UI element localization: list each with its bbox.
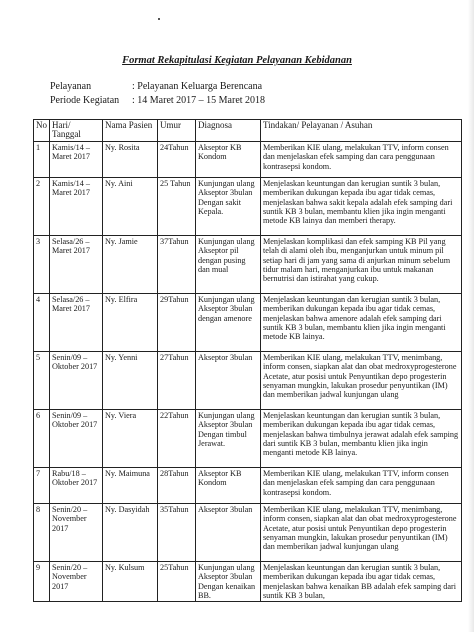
table-row: [34, 351, 462, 409]
row-action: Menjelaskan keuntungan dan kerugian suntik 3 bulan, memberikan dukungan kepada ibu agar tidak cemas, menjelaskan bahwa sakit kepala adalah efek samping dari suntik KB 3 bulan, membantu klien jika ingin menganti metode KB lainya dan memberi therapy.: [261, 177, 462, 235]
row-no: 1: [34, 141, 50, 177]
row-patient-name: Ny. Elfira: [103, 293, 158, 351]
row-age: 25 Tahun: [158, 177, 196, 235]
table-header-row: [34, 120, 462, 142]
row-age: 29Tahun: [158, 293, 196, 351]
row-diagnosis: Kunjungan ulang Akseptor 3bulan Dengan timbul Jerawat.: [196, 409, 261, 467]
table-row: [34, 503, 462, 561]
row-diagnosis: Akseptor KB Kondom: [196, 141, 261, 177]
row-no: 3: [34, 235, 50, 293]
row-action: Memberikan KIE ulang, melakukan TTV, inform consen dan menjelaskan efek samping dan cara penggunaan kontrasepsi kondom.: [261, 467, 462, 503]
header-action: Tindakan/ Pelayanan / Asuhan: [261, 120, 462, 142]
document-title: Format Rekapitulasi Kegiatan Pelayanan Kebidanan: [122, 55, 352, 66]
row-date: Senin/09 – Oktober 2017: [50, 409, 103, 467]
header-date: Hari/ Tanggal: [50, 120, 103, 142]
row-diagnosis: Kunjungan ulang Akseptor pil dengan pusing dan mual: [196, 235, 261, 293]
row-diagnosis: Kunjungan ulang Akseptor 3bulan Dengan kenaikan BB.: [196, 561, 261, 602]
meta-period-value: : 14 Maret 2017 – 15 Maret 2018: [132, 95, 266, 106]
row-diagnosis: Akseptor 3bulan: [196, 351, 261, 409]
row-date: Senin/20 – November 2017: [50, 561, 103, 602]
row-age: 27Tahun: [158, 351, 196, 409]
row-action: Menjelaskan keuntungan dan kerugian suntik 3 bulan, memberikan dukungan kepada ibu agar tidak cemas, menjelaskan bahwa kenaikan BB adalah efek samping dari suntik KB 3 bulan,: [261, 561, 462, 602]
row-diagnosis: Kunjungan ulang Akseptor 3bulan Dengan sakit Kepala.: [196, 177, 261, 235]
page-edge-shadow: [468, 0, 474, 632]
row-patient-name: Ny. Yenni: [103, 351, 158, 409]
row-no: 4: [34, 293, 50, 351]
row-no: 2: [34, 177, 50, 235]
row-date: Rabu/18 – Oktober 2017: [50, 467, 103, 503]
row-action: Menjelaskan keuntungan dan kerugian suntik 3 bulan, memberikan dukungan kepada ibu agar tidak cemas, menjelaskan bahwa amenore adalah efek samping dari suntik KB 3 bulan, membantu klien jika ingin menganti metode KB lainya.: [261, 293, 462, 351]
meta-service-label: Pelayanan: [50, 81, 92, 92]
row-age: 25Tahun: [158, 561, 196, 602]
row-age: 28Tahun: [158, 467, 196, 503]
table-row: [34, 467, 462, 503]
row-patient-name: Ny. Rosita: [103, 141, 158, 177]
row-no: 9: [34, 561, 50, 602]
table-row: [34, 177, 462, 235]
row-patient-name: Ny. Jamie: [103, 235, 158, 293]
row-date: Kamis/14 – Maret 2017: [50, 177, 103, 235]
row-action: Menjelaskan keuntungan dan kerugian suntik 3 bulan, memberikan dukungan kepada ibu agar tidak cemas, menjelaskan bahwa timbulnya jerawat adalah efek samping dari suntik KB 3 bulan, membantu klien jika ingin menganti metode KB lainya.: [261, 409, 462, 467]
row-diagnosis: Akseptor KB Kondom: [196, 467, 261, 503]
row-diagnosis: Kunjungan ulang Akseptor 3bulan dengan amenore: [196, 293, 261, 351]
row-patient-name: Ny. Maimuna: [103, 467, 158, 503]
row-action: Memberikan KIE ulang, melakukan TTV, menimbang, inform consen, siapkan alat dan obat medroxyprogesterone Acetate, atur posisi untuk Penyuntikan depo progesterin senyaman mungkin, lakukan prosedur penyuntikan (IM) dan memberikan jadwal kunjungan ulang: [261, 503, 462, 561]
row-age: 35Tahun: [158, 503, 196, 561]
meta-period: [50, 95, 265, 106]
recap-table: [33, 119, 462, 602]
table-row: [34, 409, 462, 467]
row-no: 6: [34, 409, 50, 467]
meta-period-label: Periode Kegiatan: [50, 95, 120, 106]
table-row: [34, 561, 462, 602]
row-patient-name: Ny. Viera: [103, 409, 158, 467]
row-date: Kamis/14 – Maret 2017: [50, 141, 103, 177]
table-row: [34, 293, 462, 351]
row-patient-name: Ny. Kulsum: [103, 561, 158, 602]
row-date: Senin/09 – Oktober 2017: [50, 351, 103, 409]
header-name: Nama Pasien: [103, 120, 158, 142]
meta-service: [50, 81, 262, 92]
row-date: Senin/20 – November 2017: [50, 503, 103, 561]
header-diagnosis: Diagnosa: [196, 120, 261, 142]
table-row: [34, 235, 462, 293]
row-age: 24Tahun: [158, 141, 196, 177]
row-diagnosis: Akseptor 3bulan: [196, 503, 261, 561]
row-no: 7: [34, 467, 50, 503]
header-age: Umur: [158, 120, 196, 142]
header-no: No: [34, 120, 50, 142]
row-action: Memberikan KIE ulang, melakukan TTV, menimbang, inform consen, siapkan alat dan obat medroxyprogesterone Acetate, atur posisi untuk Penyuntikan depo progesterin senyaman mungkin, lakukan prosedur penyuntikan (IM) dan memberikan jadwal kunjungan ulang: [261, 351, 462, 409]
scan-speck: [158, 18, 160, 20]
row-date: Selasa/26 – Maret 2017: [50, 235, 103, 293]
row-no: 5: [34, 351, 50, 409]
row-patient-name: Ny. Dasyidah: [103, 503, 158, 561]
row-age: 37Tahun: [158, 235, 196, 293]
table-row: [34, 141, 462, 177]
row-patient-name: Ny. Aini: [103, 177, 158, 235]
row-no: 8: [34, 503, 50, 561]
table-body: [34, 141, 462, 602]
row-age: 22Tahun: [158, 409, 196, 467]
row-action: Menjelaskan komplikasi dan efek samping KB Pil yang telah di alami oleh ibu, menganjurkan untuk minum pil setiap hari di jam yang sama di anjurkan minum sebelum tidur malam hari, menganjurkan ibu untuk makanan bernutrisi dan istirahat yang cukup.: [261, 235, 462, 293]
row-action: Memberikan KIE ulang, melakukan TTV, inform consen dan menjelaskan efek samping dan cara penggunaan kontrasepsi kondom.: [261, 141, 462, 177]
meta-service-value: : Pelayanan Keluarga Berencana: [132, 81, 263, 92]
row-date: Selasa/26 – Maret 2017: [50, 293, 103, 351]
